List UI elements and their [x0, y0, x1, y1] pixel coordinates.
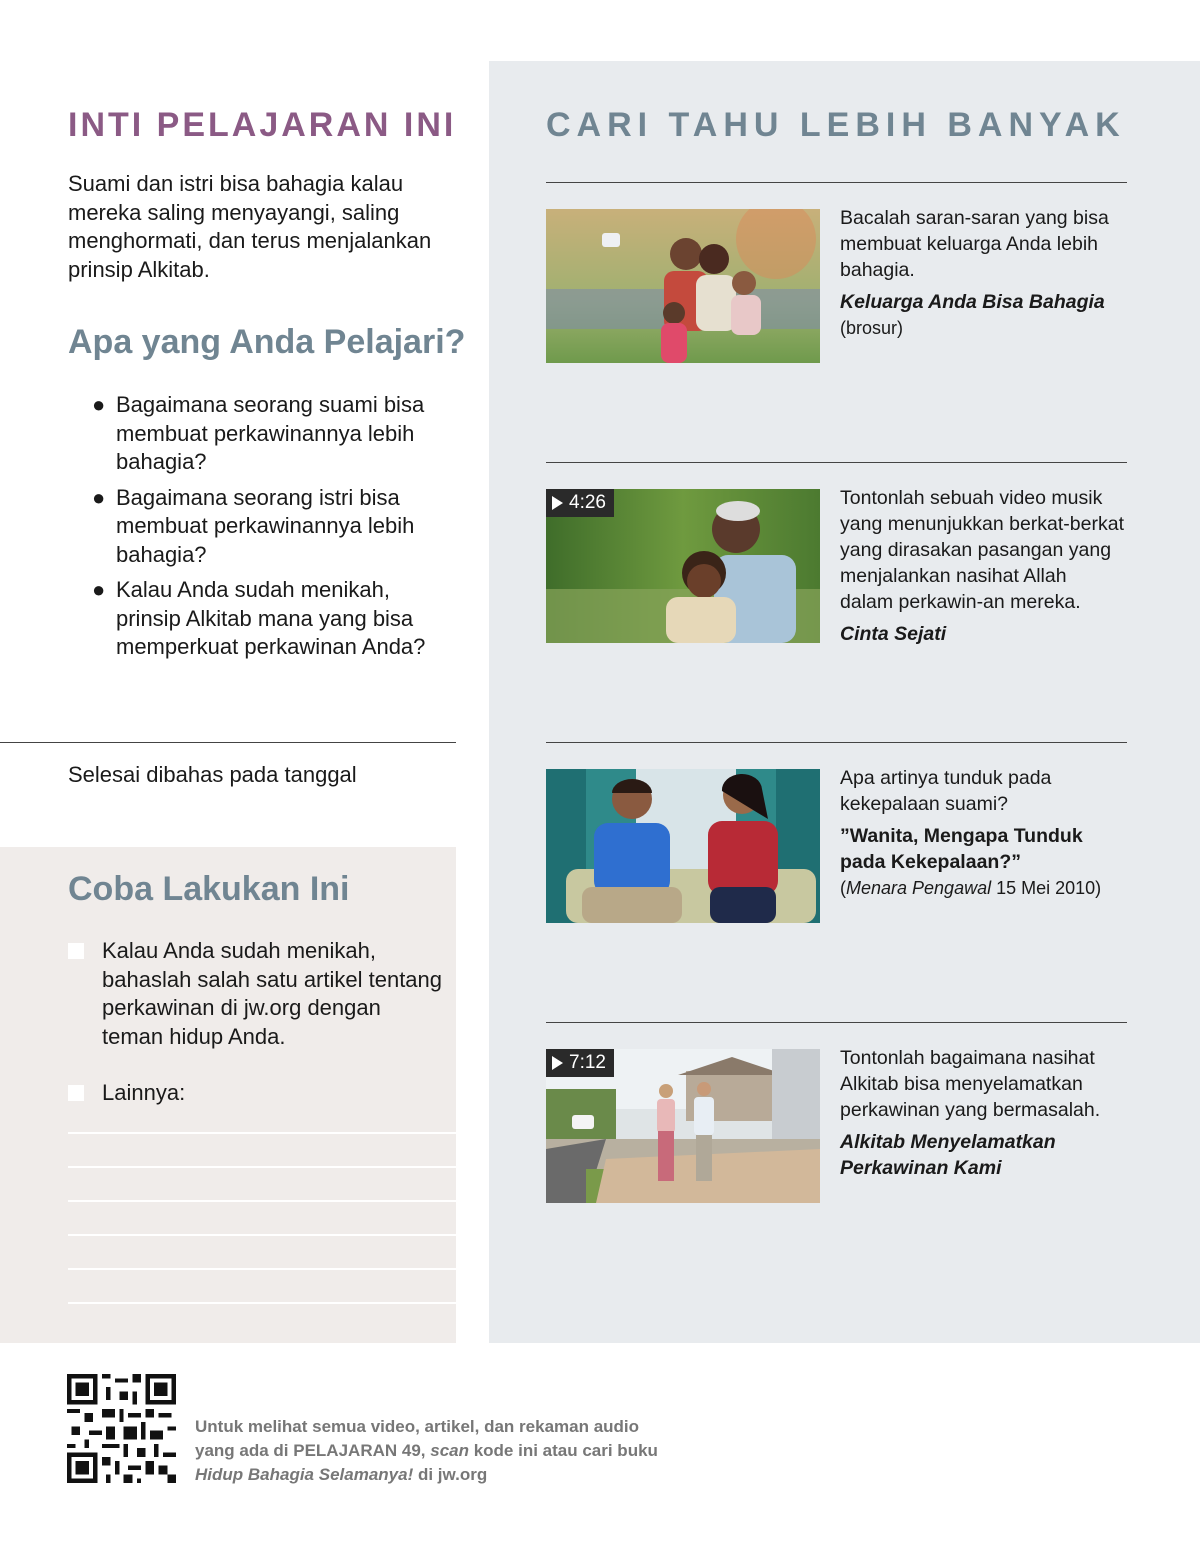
resource-title-link[interactable]: Cinta Sejati	[840, 623, 947, 645]
try-item: Kalau Anda sudah menikah, bahaslah salah satu artikel tentang perkawinan di jw.org dengan teman hidup Anda.	[68, 937, 448, 1051]
bullet-icon: ●	[92, 392, 106, 417]
divider	[546, 1022, 1127, 1023]
resource-description: Apa artinya tunduk pada kekepalaan suami?	[840, 767, 1052, 815]
video-duration-badge: 4:26	[546, 489, 614, 517]
video-duration-badge: 7:12	[546, 1049, 614, 1077]
resource-title-link[interactable]: ”Wanita, Mengapa Tunduk pada Kekepalaan?”	[840, 825, 1083, 873]
review-question: ● Bagaimana seorang istri bisa membuat perkawinannya lebih bahagia?	[92, 484, 415, 567]
play-icon	[552, 1056, 563, 1070]
lesson-summary-title: INTI PELAJARAN INI	[68, 106, 457, 144]
lesson-summary-text: Suami dan istri bisa bahagia kalau mereka saling menyayangi, saling menghormati, dan terus menjalankan prinsip Alkitab.	[68, 171, 432, 282]
resource-item	[840, 205, 1125, 341]
family-selfie-photo[interactable]	[546, 209, 820, 363]
qr-code-icon[interactable]	[67, 1374, 176, 1483]
resource-description: Tontonlah bagaimana nasihat Alkitab bisa menyelamatkan perkawinan yang bermasalah.	[840, 1047, 1101, 1121]
resource-item	[840, 1045, 1125, 1181]
footer-note: Untuk melihat semua video, artikel, dan rekaman audio yang ada di PELAJARAN 49, scan kode ini atau cari buku Hidup Bahagia Selamanya! di jw.org	[195, 1417, 658, 1484]
divider	[0, 742, 456, 743]
bullet-icon: ●	[92, 577, 106, 602]
resource-item	[840, 485, 1125, 647]
checkbox[interactable]	[68, 943, 84, 959]
resource-item	[840, 765, 1125, 901]
resource-source: (Menara Pengawal 15 Mei 2010)	[840, 878, 1102, 898]
try-item: Lainnya:	[68, 1079, 448, 1108]
completed-date-label: Selesai dibahas pada tanggal	[68, 762, 357, 787]
divider	[546, 742, 1127, 743]
elderly-couple-video[interactable]	[546, 489, 820, 643]
divider	[546, 462, 1127, 463]
try-this-heading: Coba Lakukan Ini	[68, 870, 350, 908]
bullet-icon: ●	[92, 484, 106, 510]
resource-title-link[interactable]: Alkitab Menyelamatkan Perkawinan Kami	[840, 1131, 1056, 1179]
checkbox[interactable]	[68, 1085, 84, 1101]
couple-talking-photo[interactable]	[546, 769, 820, 923]
resource-description: Tontonlah sebuah video musik yang menunjukkan berkat-berkat yang dirasakan pasangan yang menjalankan nasihat Allah dalam perkawin-an mereka.	[840, 487, 1124, 613]
review-question: ● Bagaimana seorang suami bisa membuat perkawinannya lebih bahagia?	[92, 392, 425, 474]
divider	[546, 182, 1127, 183]
find-out-more-title: CARI TAHU LEBIH BANYAK	[546, 106, 1126, 144]
couple-walking-video[interactable]	[546, 1049, 820, 1203]
resource-description: Bacalah saran-saran yang bisa membuat keluarga Anda lebih bahagia.	[840, 207, 1109, 281]
try-this-list	[68, 937, 448, 1136]
review-questions-list	[92, 391, 457, 669]
review-question: ● Kalau Anda sudah menikah, prinsip Alkitab mana yang bisa memperkuat perkawinan Anda?	[92, 577, 426, 659]
resource-title-link[interactable]: Keluarga Anda Bisa Bahagia	[840, 291, 1105, 313]
resource-type: (brosur)	[840, 318, 904, 338]
write-in-lines[interactable]	[68, 1132, 456, 1336]
learn-heading: Apa yang Anda Pelajari?	[68, 323, 466, 361]
play-icon	[552, 496, 563, 510]
